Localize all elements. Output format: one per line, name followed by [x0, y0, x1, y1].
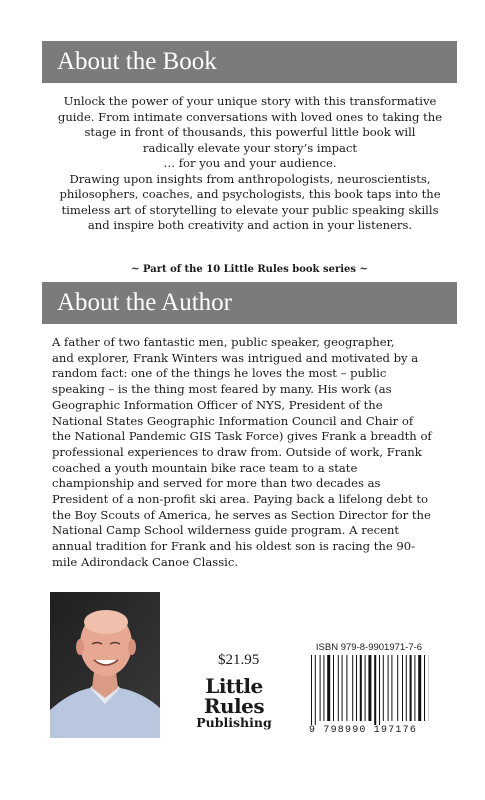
- barcode-bar: [342, 655, 343, 721]
- barcode-bar: [315, 655, 316, 725]
- isbn-barcode: [305, 639, 433, 741]
- publisher-logo-line: Publishing: [196, 715, 272, 730]
- barcode-bar: [374, 655, 376, 725]
- barcode-bar: [352, 655, 353, 721]
- barcode-bar: [379, 655, 380, 725]
- barcode-bars: [309, 655, 429, 725]
- barcode-bar: [365, 655, 366, 721]
- publisher-logo-line: Rules: [203, 694, 265, 718]
- author-photo: [50, 592, 160, 738]
- barcode-bar: [311, 655, 312, 725]
- barcode-bar: [338, 655, 339, 721]
- bio-line: National States Geographic Information Council and Chair of: [52, 413, 414, 428]
- barcode-bar: [418, 655, 421, 721]
- barcode-bar: [323, 655, 324, 721]
- description-line: philosophers, coaches, and psychologists, this book taps into the: [59, 187, 441, 201]
- barcode-bar: [391, 655, 392, 721]
- price-label: $21.95: [218, 652, 260, 668]
- barcode-bar: [320, 655, 321, 721]
- about-book-description: [50, 94, 450, 234]
- author-bio: [52, 335, 452, 571]
- bio-line: the Boy Scouts of America, he serves as Section Director for the: [52, 507, 431, 522]
- author-portrait-illustration: [50, 592, 160, 738]
- barcode-bar: [410, 655, 412, 721]
- barcode-digits: 9 798990 197176: [309, 725, 418, 736]
- bio-line: President of a non-profit ski area. Paying back a lifelong debt to: [52, 492, 429, 507]
- barcode-bar: [356, 655, 357, 721]
- bio-line: mile Adirondack Canoe Classic.: [52, 554, 239, 569]
- bio-line: and explorer, Frank Winters was intrigued and motivated by a: [52, 350, 419, 365]
- series-tagline: ~ Part of the 10 Little Rules book series ~: [131, 264, 368, 275]
- bio-line: the National Pandemic GIS Task Force) gives Frank a breadth of: [52, 429, 432, 444]
- isbn-label: ISBN 979-8-9901971-7-6: [315, 642, 423, 653]
- barcode-bar: [406, 655, 407, 721]
- bio-line: National Camp School wilderness guide program. A recent: [52, 523, 400, 538]
- barcode-bar: [346, 655, 347, 721]
- barcode-bar: [414, 655, 415, 721]
- description-line: radically elevate your story’s impact: [142, 140, 358, 155]
- barcode-bar: [397, 655, 398, 721]
- publisher-logo: [194, 676, 274, 730]
- description-line: Drawing upon insights from anthropologists, neuroscientists,: [69, 171, 431, 186]
- description-line: … for you and your audience.: [163, 156, 337, 170]
- bio-line: annual tradition for Frank and his oldest son is racing the 90-: [52, 539, 416, 554]
- publisher-logo-line: Little: [205, 674, 263, 698]
- bio-line: A father of two fantastic men, public speaker, geographer,: [52, 335, 395, 349]
- description-line: timeless art of storytelling to elevate your public speaking skills: [61, 202, 439, 217]
- barcode-bar: [383, 655, 384, 721]
- about-author-heading: About the Author: [42, 282, 457, 324]
- description-line: stage in front of thousands, this powerful little book will: [84, 125, 416, 139]
- barcode-bar: [360, 655, 362, 721]
- barcode-bar: [368, 655, 371, 721]
- barcode-bar: [424, 655, 425, 721]
- bio-line: coached a youth mountain bike race team to a state: [52, 460, 358, 475]
- barcode-bar: [402, 655, 403, 721]
- bio-line: professional experiences to draw from. Outside of work, Frank: [52, 444, 422, 459]
- bio-line: speaking – is the thing most feared by many. His work (as: [52, 382, 392, 397]
- description-line: Unlock the power of your unique story with this transformative: [63, 94, 437, 108]
- barcode-bar: [388, 655, 389, 721]
- barcode-bar: [333, 655, 334, 721]
- description-line: and inspire both creativity and action in your listeners.: [87, 218, 413, 232]
- bio-line: championship and served for more than two decades as: [52, 476, 381, 491]
- about-book-heading: About the Book: [42, 41, 457, 83]
- barcode-bar: [327, 655, 330, 721]
- description-line: guide. From intimate conversations with loved ones to taking the: [57, 109, 443, 124]
- bio-line: Geographic Information Officer of NYS, President of the: [52, 397, 383, 412]
- bio-line: random fact: one of the things he loves the most – public: [52, 366, 387, 381]
